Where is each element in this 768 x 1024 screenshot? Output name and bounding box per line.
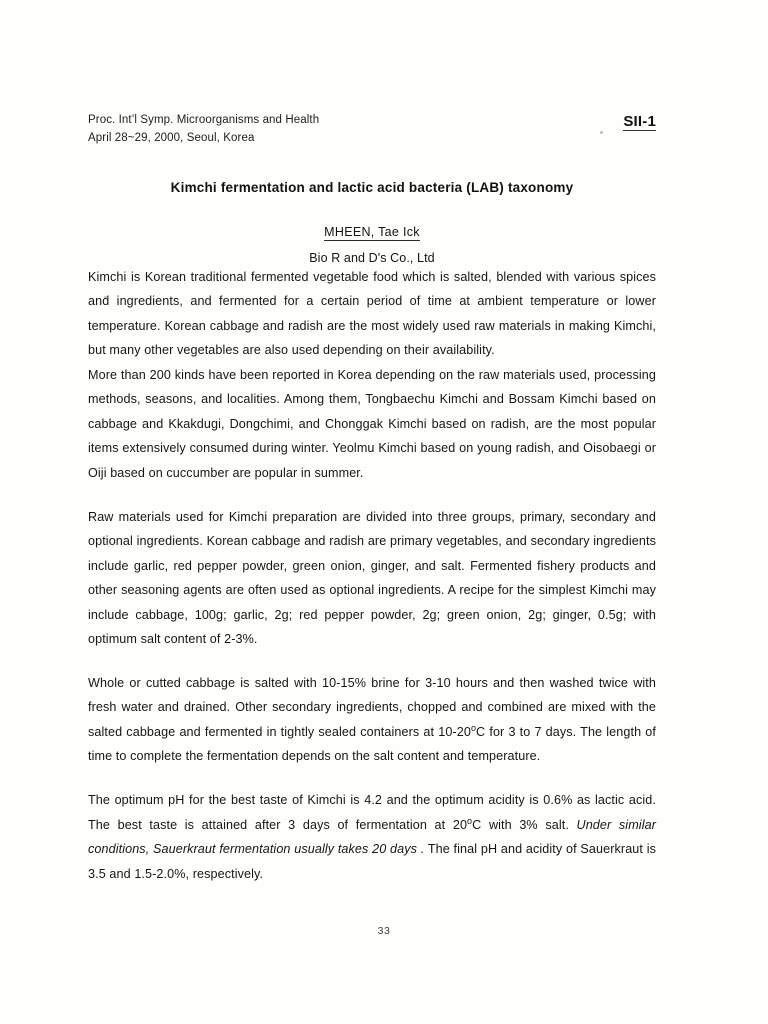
paragraph-5-part-1: The optimum pH for the best taste of Kimchi is 4.2 and the optimum acidity is 0.6% as lactic acid. The best taste is attained after 3 days of fermentation at 20 <box>88 793 656 832</box>
paragraph-1: Kimchi is Korean traditional fermented vegetable food which is salted, blended with various spices and ingredients, and fermented for a certain period of time at ambient temperature or lower temperature. Korean cabbage and radish are the most widely used raw materials in making Kimchi, but many other vegetables are also used depending on their availability. <box>88 269 656 358</box>
paragraph-4-part-2: C for 3 to 7 days. The length of time to complete the fermentation depends on the salt content and temperature. <box>88 724 656 764</box>
paragraph-4 <box>88 671 656 769</box>
header-line-1: Proc. Int’l Symp. Microorganisms and Health <box>88 114 320 126</box>
paragraph-5-part-3: The final pH and acidity of Sauerkraut is 3.5 and 1.5-2.0%, respectively. <box>88 842 657 881</box>
section-code <box>623 112 656 130</box>
author-line <box>88 225 656 239</box>
section-code-text: SII-1 <box>623 113 656 130</box>
paragraph-5-part-2: C with 3% salt. <box>472 817 569 832</box>
affiliation: Bio R and D's Co., Ltd <box>309 250 435 265</box>
page-title: Kimchi fermentation and lactic acid bacteria (LAB) taxonomy <box>170 179 574 195</box>
paragraph-5-italic: Under similar conditions, Sauerkraut fermentation usually takes 20 days . <box>88 817 656 857</box>
document-content <box>88 112 656 886</box>
author-name: MHEEN, Tae Ick <box>324 224 420 239</box>
degree-symbol: o <box>470 722 477 733</box>
paragraph-4-part-1: Whole or cutted cabbage is salted with 10-15% brine for 3-10 hours and then washed twice with fresh water and drained. Other secondary ingredients, chopped and combined are mixed with the salted cabbage and fermented in tightly sealed containers at 10-20 <box>88 675 656 739</box>
paragraph-2: More than 200 kinds have been reported in Korea depending on the raw materials used, processing methods, seasons, and localities. Among them, Tongbaechu Kimchi and Bossam Kimchi based on cabbage and Kkakdugi, Dongchimi, and Chonggak Kimchi based on radish, are the most popular items extensively consumed during winter. Yeolmu Kimchi based on young radish, and Oisobaegi or Oiji based on cuccumber are popular in summer. <box>88 367 656 480</box>
header-line-2: April 28~29, 2000, Seoul, Korea <box>88 131 255 144</box>
paragraph-5 <box>88 788 656 886</box>
header-proceedings-info <box>88 112 319 148</box>
degree-symbol: o <box>467 815 473 826</box>
page-number: 33 <box>377 925 391 937</box>
document-header <box>88 112 656 148</box>
paragraph-3: Raw materials used for Kimchi preparation are divided into three groups, primary, secondary and optional ingredients. Korean cabbage and radish are primary vegetables, and secondary ingredients include garlic, red pepper powder, green onion, ginger, and salt. Fermented fishery products and other seasoning agents are often used as optional ingredients. A recipe for the simplest Kimchi may include cabbage, 100g; garlic, 2g; red pepper powder, 2g; green onion, 2g; ginger, 0.5g; with optimum salt content of 2-3%. <box>88 509 656 647</box>
